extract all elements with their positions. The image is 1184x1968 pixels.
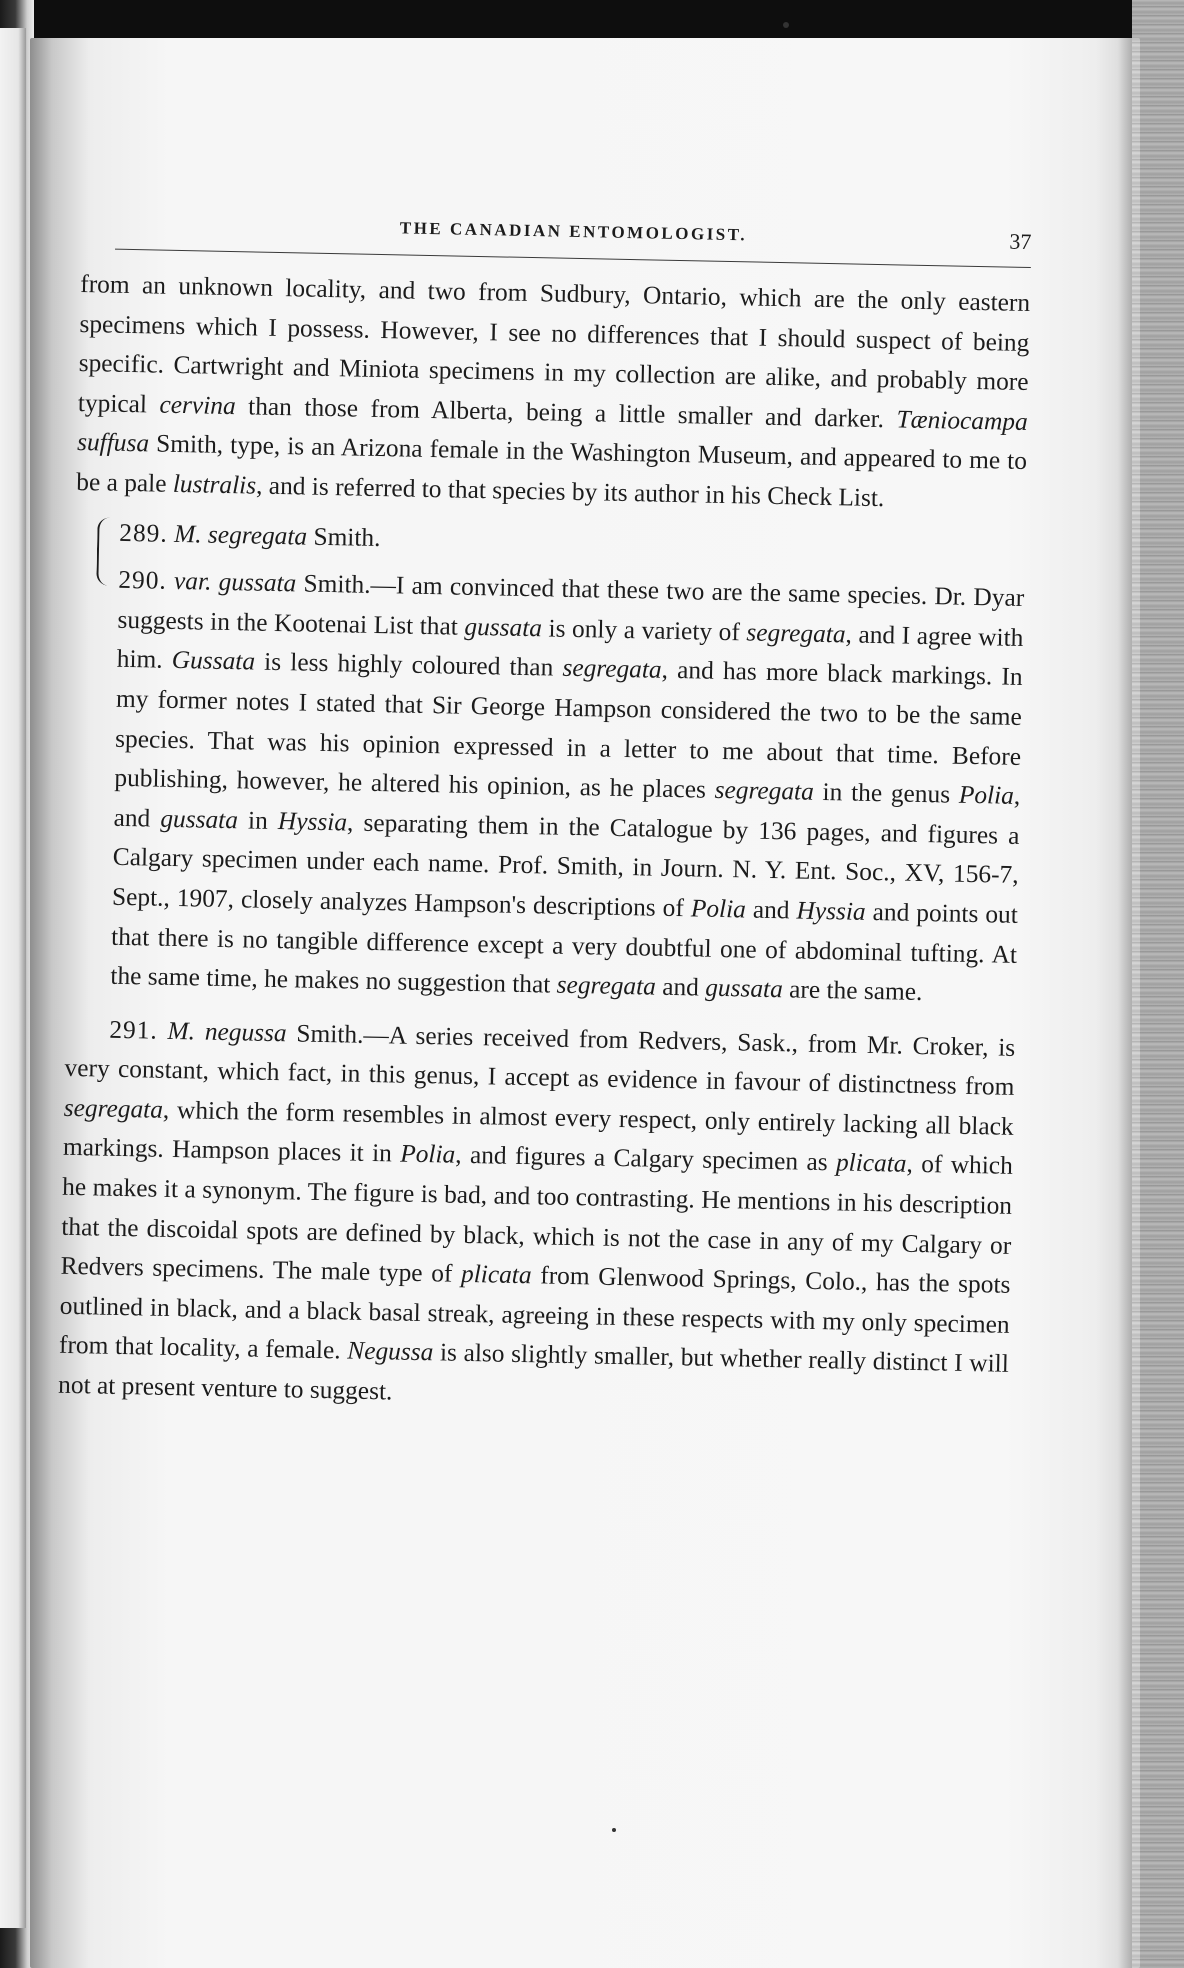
previous-page-edge bbox=[0, 28, 26, 1928]
entry-291: 291. M. negussa Smith.—A series received from Redvers, Sask., from Mr. Croker, is very constant, which fact, in this genus, I accept as evidence in favour of distinctness from segregata, which the form resembles in almost every respect, only entirely lacking all black markings. Hampson places it in Polia, and figures a Calgary specimen as plicata, of which he makes it a synonym. The figure is bad, and too contrasting. He mentions in his description that the discoidal spots are defined by black, which is not the case in any of my Calgary or Redvers specimens. The male type of plicata from Glenwood Springs, Colo., has the spots outlined in black, and a black basal streak, agreeing in these respects with my only specimen from that locality, a female. Negussa is also slightly smaller, but whether really distinct I will not at present venture to suggest. bbox=[57, 1015, 1016, 1406]
paragraph-continued: from an unknown locality, and two from Sudbury, Ontario, which are the only eastern specimens which I possess. However, I see no differences that I should suspect of being specific. Cartwright and Miniota specimens in my collection are alike, and probably more typical cervina than those from Alberta, being a little smaller and darker. Tæniocampa suffusa Smith, type, is an Arizona female in the Washington Museum, and appeared to me to be a pale lustralis, and is referred to that species by its author in his Check List. bbox=[76, 269, 1031, 513]
scan-background-strip bbox=[1132, 0, 1184, 1968]
scan-speck bbox=[783, 22, 789, 28]
body-text bbox=[58, 265, 1031, 1424]
page-edge-shadow bbox=[1118, 38, 1132, 1968]
page-number: 37 bbox=[1009, 228, 1032, 255]
brace-icon bbox=[96, 517, 111, 585]
entry-289: 289. M. segregata Smith. bbox=[119, 518, 381, 552]
scan-speck bbox=[612, 1828, 616, 1832]
entry-290-heading: 290. var. gussata Smith.—I am convinced that these two are the same species. Dr. Dyar suggests in the Kootenai List that gussata is only a variety of segregata, and I agree with him. Gussata is less highly coloured than segregata, and has more black markings. In my former notes I stated that Sir George Hampson considered the two to be the same species. That was his opinion expressed in a letter to me about that time. Before publishing, however, he altered his opinion, as he places segregata in the genus Polia, and gussata in Hyssia, separating them in the Catalogue by 136 pages, and figures a Calgary specimen under each name. Prof. Smith, in Journ. N. Y. Ent. Soc., XV, 156-7, Sept., 1907, closely analyzes Hampson's descriptions of Polia and Hyssia and points out that there is no tangible difference except a very doubtful one of abdominal tufting. At the same time, he makes no suggestion that segregata and gussata are the same. bbox=[110, 565, 1025, 1007]
page-text-block bbox=[58, 200, 1032, 1424]
running-head: THE CANADIAN ENTOMOLOGIST. bbox=[399, 218, 748, 245]
species-pair-289-290 bbox=[66, 512, 1026, 1014]
